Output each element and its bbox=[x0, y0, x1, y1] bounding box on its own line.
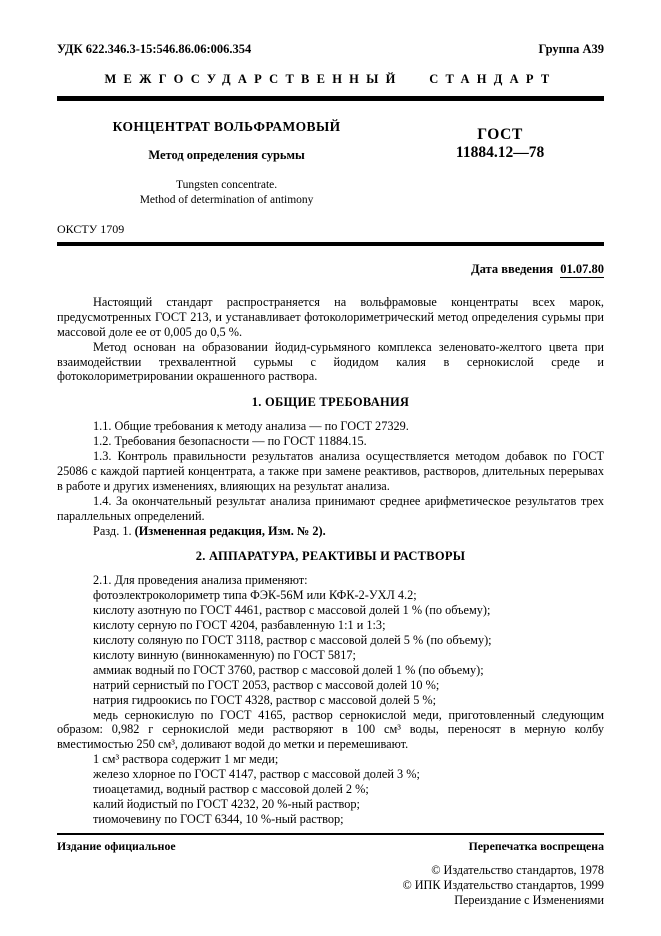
section2-heading: 2. АППАРАТУРА, РЕАКТИВЫ И РАСТВОРЫ bbox=[195, 549, 466, 564]
document-title-ru: КОНЦЕНТРАТ ВОЛЬФРАМОВЫЙ bbox=[112, 119, 341, 134]
reagent-item: тиоацетамид, водный раствор с массовой долей 2 %; bbox=[93, 782, 369, 797]
okstu-rule bbox=[57, 242, 604, 246]
header-rule bbox=[57, 96, 604, 101]
reagent-item: железо хлорное по ГОСТ 4147, раствор с массовой долей 3 %; bbox=[93, 767, 420, 782]
amendment-prefix: Разд. 1. bbox=[93, 523, 135, 538]
copyright-line: Переиздание с Изменениями bbox=[454, 892, 604, 907]
reagent-item: кислоту азотную по ГОСТ 4461, раствор с массовой долей 1 % (по объему); bbox=[93, 603, 491, 618]
reagent-item: натрия гидроокись по ГОСТ 4328, раствор с массовой долей 5 %; bbox=[93, 692, 437, 707]
reagent-item: фотоэлектроколориметр типа ФЭК-56М или КФК-2-УХЛ 4.2; bbox=[93, 588, 417, 603]
reagent-item: кислоту соляную по ГОСТ 3118, раствор с массовой долей 5 % (по объему); bbox=[93, 633, 492, 647]
copyright-line: © ИПК Издательство стандартов, 1999 bbox=[402, 877, 604, 892]
gost-number: 11884.12—78 bbox=[455, 144, 545, 161]
effective-date-row bbox=[57, 262, 604, 277]
clause-1-1: 1.1. Общие требования к методу анализа — по ГОСТ 27329. bbox=[93, 419, 409, 434]
clause-1-4: 1.4. За окончательный результат анализа принимают среднее арифметическое результатов трех параллельных определений. bbox=[57, 493, 604, 523]
document-subtitle-ru: Метод определения сурьмы bbox=[148, 148, 305, 162]
group-code: Группа А39 bbox=[538, 42, 604, 56]
copyright-block bbox=[57, 863, 604, 908]
reagent-item: кислоту винную (виннокаменную) по ГОСТ 5817; bbox=[93, 647, 356, 662]
document-body bbox=[57, 295, 604, 827]
gost-label: ГОСТ bbox=[477, 126, 523, 143]
intro-paragraph-1: Настоящий стандарт распространяется на вольфрамовые концентраты всех марок, предусмотренных ГОСТ 213, и устанавливает фотоколориметрический метод определения сурьмы при массовой доле ее от 0,005 до 0,5 %. bbox=[57, 294, 604, 339]
section1-heading: 1. ОБЩИЕ ТРЕБОВАНИЯ bbox=[251, 395, 410, 410]
amendment-note: (Измененная редакция, Изм. № 2). bbox=[134, 523, 326, 538]
classification-row bbox=[57, 0, 604, 57]
official-edition-label: Издание официальное bbox=[57, 838, 176, 853]
clause-2-1: 2.1. Для проведения анализа применяют: bbox=[93, 573, 308, 588]
udk-code: УДК 622.346.3-15:546.86.06:006.354 bbox=[57, 42, 252, 56]
designation-block bbox=[396, 119, 604, 208]
title-left-column bbox=[57, 119, 396, 208]
reagent-item: медь сернокислую по ГОСТ 4165, раствор сернокислой меди, приготовленный следующим образом: 0,982 г сернокислой меди растворяют в 100 см³ воды, переносят в мерную колбу вместимостью 250 см³, доливают водой до метки и перемешивают. bbox=[57, 707, 604, 752]
clause-1-3: 1.3. Контроль правильности результатов анализа осуществляется методом добавок по ГОСТ 25086 с каждой партией концентрата, а также при замене реактивов, растворов, длительных перерывах в работе и других изменениях, влияющих на результат анализа. bbox=[57, 449, 604, 493]
effective-date-value: 01.07.80 bbox=[560, 261, 604, 276]
footer-rule bbox=[57, 833, 604, 835]
intro-paragraph-2: Метод основан на образовании йодид-сурьмяного комплекса зеленовато-желтого цвета при взаимодействии трехвалентной сурьмы с йодидом калия в сернокислой среде и фотоколориметрировании окрашенного раствора. bbox=[57, 339, 604, 384]
standard-kind-heading: МЕЖГОСУДАРСТВЕННЫЙ СТАНДАРТ bbox=[104, 72, 557, 86]
clause-1-2: 1.2. Требования безопасности — по ГОСТ 11884.15. bbox=[93, 434, 367, 449]
copyright-line: © Издательство стандартов, 1978 bbox=[431, 862, 604, 877]
footer-labels bbox=[57, 839, 604, 854]
reagent-item: калий йодистый по ГОСТ 4232, 20 %-ный раствор; bbox=[93, 796, 360, 811]
reagent-item: 1 см³ раствора содержит 1 мг меди; bbox=[93, 752, 279, 767]
title-en-line1: Tungsten concentrate. bbox=[175, 179, 278, 191]
reagent-item: тиомочевину по ГОСТ 6344, 10 %-ный раствор; bbox=[93, 811, 344, 826]
page-content bbox=[57, 0, 604, 908]
title-en-line2: Method of determination of antimony bbox=[139, 193, 314, 206]
effective-date-label: Дата введения bbox=[471, 261, 554, 276]
document-title-en bbox=[57, 178, 396, 208]
reagent-item: натрий сернистый по ГОСТ 2053, раствор с массовой долей 10 %; bbox=[93, 677, 440, 692]
reagent-item: аммиак водный по ГОСТ 3760, раствор с массовой долей 1 % (по объему); bbox=[93, 662, 484, 677]
page-footer bbox=[57, 833, 604, 908]
section1-amendment bbox=[57, 524, 604, 539]
title-block bbox=[57, 119, 604, 208]
okstu-code: ОКСТУ 1709 bbox=[57, 221, 125, 236]
reprint-prohibited-label: Перепечатка воспрещена bbox=[468, 838, 604, 853]
reagent-item: кислоту серную по ГОСТ 4204, разбавленную 1:1 и 1:3; bbox=[93, 618, 386, 633]
